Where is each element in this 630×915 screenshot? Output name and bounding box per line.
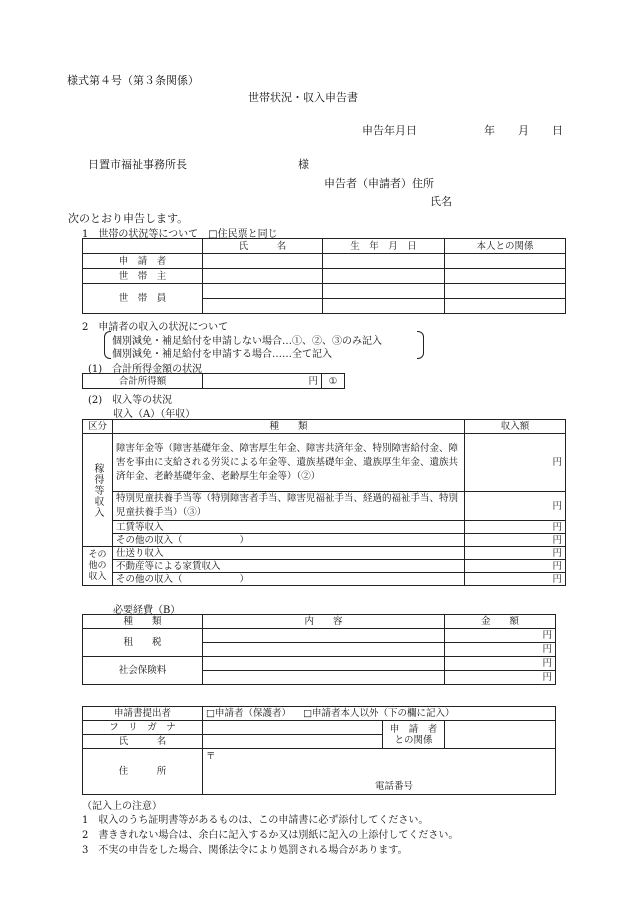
notes-heading: （記入上の注意） xyxy=(82,801,162,812)
income-table xyxy=(82,419,566,586)
header-birthdate: 生 年 月 日 xyxy=(323,239,445,254)
social-insurance-row: 社会保険料 xyxy=(83,657,203,685)
earned-income-category: 稼得等収入 xyxy=(83,434,113,547)
tax-content-1[interactable] xyxy=(203,629,445,643)
other-income-category: その他の収入 xyxy=(83,547,113,586)
member1-relation-cell[interactable] xyxy=(445,284,566,299)
submitter-options xyxy=(203,707,556,721)
special-allowance-row: 特別児童扶養手当等（特別障害者手当、障害児福祉手当、経過的福祉手当、特別児童扶養手当）（③） xyxy=(113,492,465,521)
insurance-content-1[interactable] xyxy=(203,657,445,671)
circle-1-marker: ① xyxy=(322,374,345,389)
earned-other-row: その他の収入（ ） xyxy=(113,534,465,547)
applicant-birth-cell[interactable] xyxy=(323,254,445,269)
note-2: 2 書ききれない場合は、余白に記入するか又は別紙に記入の上添付してください。 xyxy=(82,830,459,841)
member2-name-cell[interactable] xyxy=(203,299,323,314)
intro-text: 次のとおり申告します。 xyxy=(68,212,189,225)
applicant-address-label: 申告者（申請者）住所 xyxy=(324,177,434,190)
income-header-type: 種 類 xyxy=(113,420,465,434)
applicant-name-label: 氏名 xyxy=(430,195,452,208)
address-field[interactable] xyxy=(203,749,556,795)
householder-name-cell[interactable] xyxy=(203,269,323,284)
tax-amount-2[interactable]: 円 xyxy=(445,643,556,657)
postal-mark: 〒 xyxy=(206,751,216,762)
member2-relation-cell[interactable] xyxy=(445,299,566,314)
section1-heading: 1 世帯の状況等について □住民票と同じ xyxy=(82,229,278,240)
special-allowance-amount[interactable]: 円 xyxy=(465,492,566,521)
submitter-label: 申請書提出者 xyxy=(83,707,203,721)
name-field[interactable] xyxy=(203,735,383,749)
insurance-amount-2[interactable]: 円 xyxy=(445,671,556,685)
insurance-content-2[interactable] xyxy=(203,671,445,685)
option-other-checkbox[interactable]: □申請者本人以外（下の欄に記入） xyxy=(303,708,455,719)
expense-header-content: 内 容 xyxy=(203,615,445,629)
applicant-name-cell[interactable] xyxy=(203,254,323,269)
honorific: 様 xyxy=(298,158,309,171)
rent-income-row: 不動産等による家賃収入 xyxy=(113,560,465,573)
address-label: 住 所 xyxy=(83,749,203,795)
row-householder: 世 帯 主 xyxy=(83,269,203,284)
income-a-label: 収入（A）（年収） xyxy=(113,409,196,420)
member1-name-cell[interactable] xyxy=(203,284,323,299)
remittance-amount[interactable]: 円 xyxy=(465,547,566,560)
recipient: 日置市福祉事務所長 xyxy=(88,158,187,171)
furigana-label: フ リ ガ ナ xyxy=(83,721,203,735)
income-header-amount: 収入額 xyxy=(465,420,566,434)
wage-income-amount[interactable]: 円 xyxy=(465,521,566,534)
note-reduction: 個別減免・補足給付を申請する場合……全て記入 xyxy=(112,349,332,360)
header-name: 氏 名 xyxy=(203,239,323,254)
right-brace xyxy=(417,331,424,359)
total-income-table xyxy=(82,373,345,389)
tax-content-2[interactable] xyxy=(203,643,445,657)
option-applicant-checkbox[interactable]: □申請者（保護者） xyxy=(206,708,291,719)
relation-label: 申 請 者 との関係 xyxy=(383,721,445,749)
wage-income-row: 工賃等収入 xyxy=(113,521,465,534)
householder-relation-cell[interactable] xyxy=(445,269,566,284)
tax-amount-1[interactable]: 円 xyxy=(445,629,556,643)
submitter-table xyxy=(82,706,556,795)
member2-birth-cell[interactable] xyxy=(323,299,445,314)
insurance-amount-1[interactable]: 円 xyxy=(445,657,556,671)
householder-birth-cell[interactable] xyxy=(323,269,445,284)
other-other-amount[interactable]: 円 xyxy=(465,573,566,586)
disability-pension-row: 障害年金等（障害基礎年金、障害厚生年金、障害共済年金、特別障害給付金、障害を事由に支給される労災による年金等、遺族基礎年金、遺族厚生年金、遺族共済年金、老齢基礎年金、老齢厚生年金等）（②） xyxy=(113,434,465,492)
expenses-b-label: 必要経費（B） xyxy=(113,605,181,616)
subsection1-heading: (1) 合計所得金額の状況 xyxy=(88,364,203,375)
relation-field[interactable] xyxy=(445,721,556,749)
expense-header-amount: 金 額 xyxy=(445,615,556,629)
document-title: 世帯状況・収入申告書 xyxy=(248,91,358,104)
expenses-table xyxy=(82,614,556,685)
expense-header-type: 種 類 xyxy=(83,615,203,629)
form-number: 様式第４号（第３条関係） xyxy=(67,74,199,87)
tax-row: 租 税 xyxy=(83,629,203,657)
earned-other-amount[interactable]: 円 xyxy=(465,534,566,547)
date-label: 申告年月日 xyxy=(362,124,417,137)
income-header-category: 区分 xyxy=(83,420,113,434)
applicant-relation-cell[interactable] xyxy=(445,254,566,269)
section2-heading: 2 申請者の収入の状況について xyxy=(82,322,229,333)
header-relation: 本人との関係 xyxy=(445,239,566,254)
remittance-row: 仕送り収入 xyxy=(113,547,465,560)
row-applicant: 申 請 者 xyxy=(83,254,203,269)
note-1: 1 収入のうち証明書等があるものは、この申請書に必ず添付してください。 xyxy=(82,815,429,826)
furigana-field[interactable] xyxy=(203,721,383,735)
left-brace xyxy=(104,331,111,359)
yen-unit: 円 xyxy=(308,375,318,387)
total-income-label: 合計所得額 xyxy=(83,374,203,389)
total-income-value[interactable] xyxy=(203,374,322,389)
household-table xyxy=(82,238,566,314)
subsection2-heading: (2) 収入等の状況 xyxy=(88,395,173,406)
other-other-row: その他の収入（ ） xyxy=(113,573,465,586)
rent-income-amount[interactable]: 円 xyxy=(465,560,566,573)
row-members: 世 帯 員 xyxy=(83,284,203,314)
member1-birth-cell[interactable] xyxy=(323,284,445,299)
phone-label: 電話番号 xyxy=(375,781,414,792)
note-no-reduction: 個別減免・補足給付を申請しない場合…①、②、③のみ記入 xyxy=(112,336,382,347)
name-label: 氏 名 xyxy=(83,735,203,749)
note-3: 3 不実の申告をした場合、関係法令により処罰される場合があります。 xyxy=(82,845,408,856)
disability-pension-amount[interactable]: 円 xyxy=(465,434,566,492)
date-fields: 年 月 日 xyxy=(484,124,569,137)
